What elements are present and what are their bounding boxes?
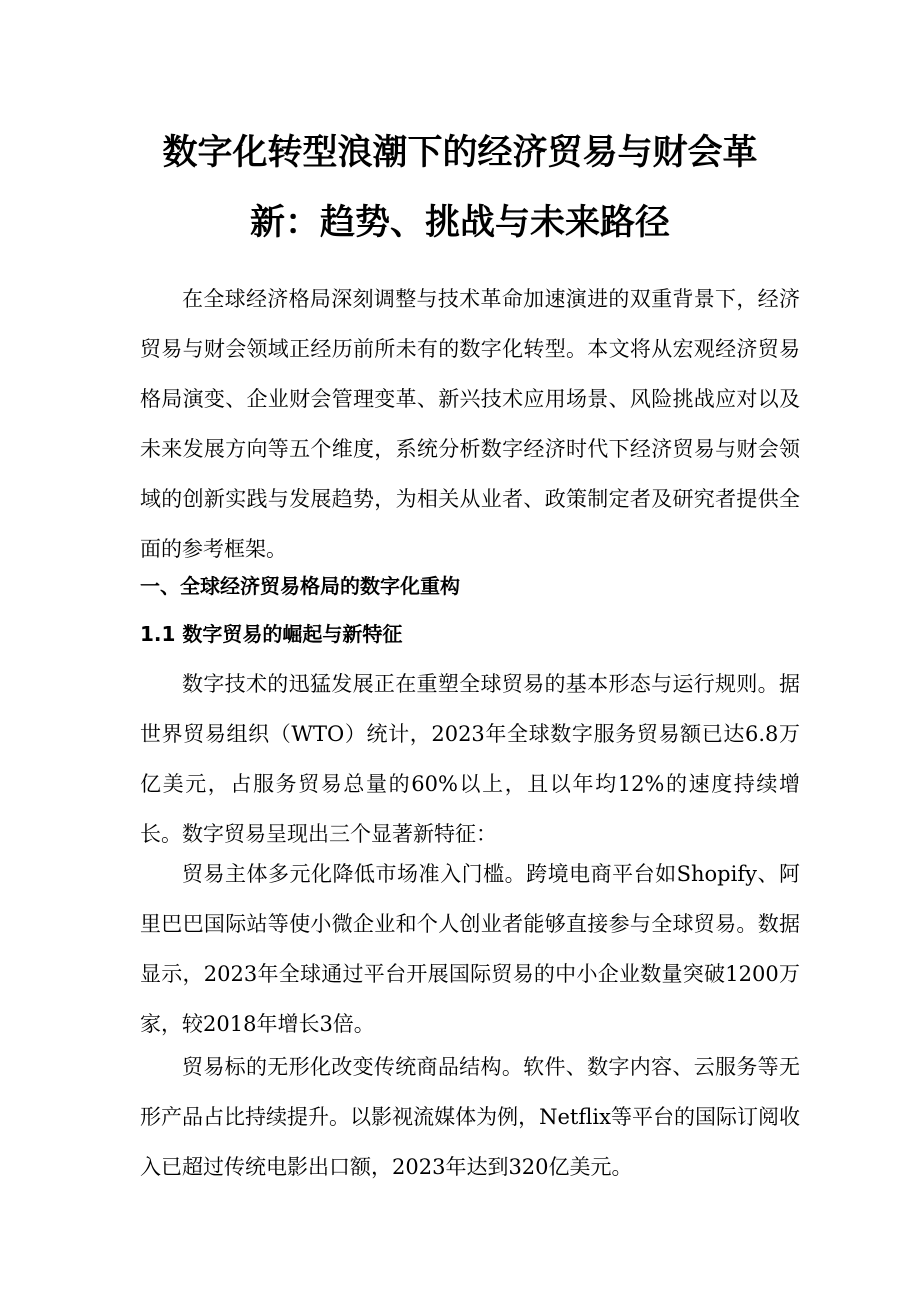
document-title-line-1: 数字化转型浪潮下的经济贸易与财会革 [162,133,758,173]
trade-objects-paragraph: 贸易标的无形化改变传统商品结构。软件、数字内容、云服务等无形产品占比持续提升。以影视流媒体为例，Netflix等平台的国际订阅收入已超过传统电影出口额，2023年达到320亿美元。 [140,1055,800,1179]
trade-subjects-paragraph: 贸易主体多元化降低市场准入门槛。跨境电商平台如Shopify、阿里巴巴国际站等使小微企业和个人创业者能够直接参与全球贸易。数据显示，2023年全球通过平台开展国际贸易的中小企业数量突破1200万家，较2018年增长3倍。 [140,862,800,1036]
section-1-heading: 一、全球经济贸易格局的数字化重构 [140,574,460,598]
document-title-line-2: 新：趋势、挑战与未来路径 [249,203,670,243]
intro-paragraph: 在全球经济格局深刻调整与技术革命加速演进的双重背景下，经济贸易与财会领域正经历前所未有的数字化转型。本文将从宏观经济贸易格局演变、企业财会管理变革、新兴技术应用场景、风险挑战应对以及未来发展方向等五个维度，系统分析数字经济时代下经济贸易与财会领域的创新实践与发展趋势，为相关从业者、政策制定者及研究者提供全面的参考框架。 [140,287,800,561]
digital-trade-paragraph: 数字技术的迅猛发展正在重塑全球贸易的基本形态与运行规则。据世界贸易组织（WTO）统计，2023年全球数字服务贸易额已达6.8万亿美元，占服务贸易总量的60%以上，且以年均12%的速度持续增长。数字贸易呈现出三个显著新特征： [140,672,800,846]
section-1-1-heading: 1.1 数字贸易的崛起与新特征 [140,622,403,646]
